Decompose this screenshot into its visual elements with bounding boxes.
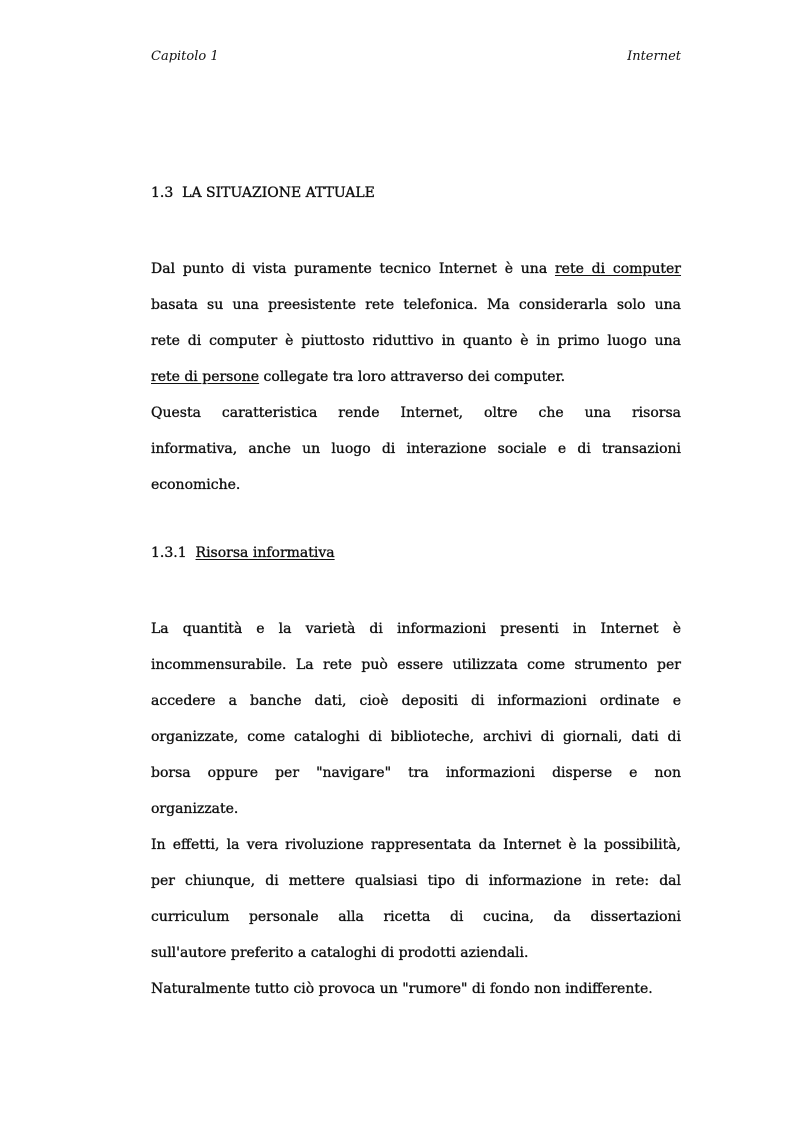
section-heading	[151, 185, 681, 201]
text-line: Questa caratteristica rende Internet, oltre che una risorsa	[151, 405, 681, 421]
text-line: accedere a banche dati, cioè depositi di informazioni ordinate e	[151, 693, 681, 709]
text-line: basata su una preesistente rete telefonica. Ma considerarla solo una	[151, 297, 681, 313]
text-line: per chiunque, di mettere qualsiasi tipo di informazione in rete: dal	[151, 873, 681, 889]
header-chapter: Capitolo 1	[151, 49, 219, 64]
text-line: economiche.	[151, 477, 241, 493]
text-line: rete di computer è piuttosto riduttivo in quanto è in primo luogo una	[151, 333, 681, 349]
text-line: rete di persone collegate tra loro attraverso dei computer.	[151, 369, 566, 385]
subsection-title: Risorsa informativa	[195, 545, 335, 561]
intro-paragraph	[151, 257, 681, 509]
header-topic: Internet	[627, 49, 681, 64]
text-line: In effetti, la vera rivoluzione rappresentata da Internet è la possibilità,	[151, 837, 681, 853]
subsection-number: 1.3.1	[151, 545, 187, 561]
rete-di-computer-term: rete di computer	[554, 261, 682, 277]
section-title: LA SITUAZIONE ATTUALE	[182, 185, 375, 201]
running-header	[151, 49, 681, 64]
subsection-heading	[151, 545, 681, 561]
text-line: informativa, anche un luogo di interazione sociale e di transazioni	[151, 441, 681, 457]
text-line: borsa oppure per "navigare" tra informazioni disperse e non	[151, 765, 681, 781]
text-line: organizzate, come cataloghi di biblioteche, archivi di giornali, dati di	[151, 729, 681, 745]
section-number: 1.3	[151, 185, 174, 201]
text-line: Naturalmente tutto ciò provoca un "rumore" di fondo non indifferente.	[151, 981, 653, 997]
body-paragraph	[151, 617, 681, 1013]
text-line: organizzate.	[151, 801, 239, 817]
rete-di-persone-term: rete di persone	[151, 369, 260, 385]
text-line: sull'autore preferito a cataloghi di prodotti aziendali.	[151, 945, 529, 961]
text-line: Dal punto di vista puramente tecnico Internet è una rete di computer	[151, 261, 682, 277]
text-line: curriculum personale alla ricetta di cucina, da dissertazioni	[151, 909, 681, 925]
text-line: La quantità e la varietà di informazioni presenti in Internet è	[151, 621, 681, 637]
text-line: incommensurabile. La rete può essere utilizzata come strumento per	[151, 657, 681, 673]
